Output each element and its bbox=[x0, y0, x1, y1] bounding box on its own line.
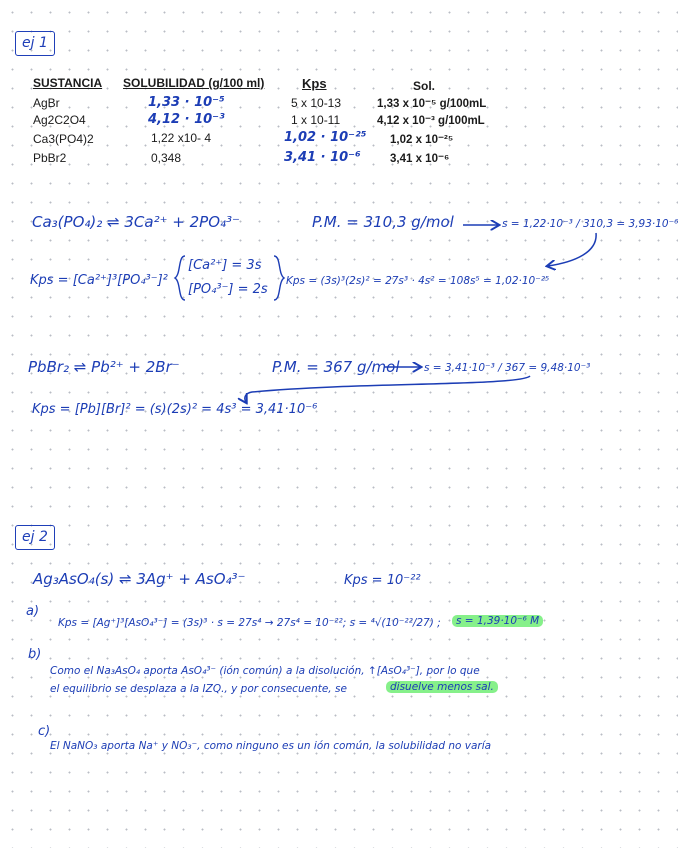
table-cell-sustancia: AgBr bbox=[33, 96, 60, 110]
table-cell-kps: 3,41 · 10⁻⁶ bbox=[284, 150, 361, 165]
exercise-2-label: ej 2 bbox=[15, 525, 55, 550]
ca-curved-arrow bbox=[548, 233, 596, 266]
table-cell-solubilidad: 1,33 · 10⁻⁵ bbox=[148, 95, 225, 110]
ca-conc-ca: [Ca²⁺] = 3s bbox=[188, 258, 262, 273]
ca-conc-po4: [PO₄³⁻] = 2s bbox=[188, 282, 268, 297]
part-a-result: s = 1,39·10⁻⁶ M bbox=[452, 615, 543, 627]
header-sol: Sol. bbox=[413, 79, 436, 93]
ca-dissociation-equation: Ca₃(PO₄)₂ ⇌ 3Ca²⁺ + 2PO₄³⁻ bbox=[32, 213, 240, 231]
ag-dissociation-equation: Ag₃AsO₄(s) ⇌ 3Ag⁺ + AsO₄³⁻ bbox=[33, 570, 246, 588]
part-c-text: El NaNO₃ aporta Na⁺ y NO₃⁻, como ninguno es un ión común, la solubilidad no varía bbox=[50, 740, 492, 752]
part-b-label: b) bbox=[28, 647, 42, 662]
table-cell-sol: 1,33 x 10⁻⁵ g/100mL bbox=[377, 98, 487, 110]
table-cell-kps: 5 x 10-13 bbox=[291, 96, 342, 110]
pb-solubility-calc: s = 3,41·10⁻³ / 367 = 9,48·10⁻³ bbox=[424, 362, 591, 374]
ag-kps-value: Kps = 10⁻²² bbox=[344, 573, 421, 588]
table-cell-solubilidad: 0,348 bbox=[151, 151, 182, 165]
ca-kps-expression: Kps = [Ca²⁺]³[PO₄³⁻]² bbox=[30, 273, 168, 288]
table-cell-sustancia: Ca3(PO4)2 bbox=[33, 132, 94, 146]
part-a-label: a) bbox=[26, 604, 40, 619]
table-cell-solubilidad: 4,12 · 10⁻³ bbox=[148, 112, 225, 127]
pb-curved-arrow bbox=[245, 376, 530, 402]
table-cell-kps: 1,02 · 10⁻²⁵ bbox=[284, 130, 367, 145]
part-b-line2: el equilibrio se desplaza a la IZQ., y por consecuente, se bbox=[50, 683, 347, 695]
table-cell-kps: 1 x 10-11 bbox=[291, 113, 341, 127]
table-cell-solubilidad: 1,22 x10- 4 bbox=[151, 131, 212, 145]
header-solubilidad: SOLUBILIDAD (g/100 ml) bbox=[123, 76, 265, 90]
header-sustancia: SUSTANCIA bbox=[33, 76, 103, 90]
part-c-label: c) bbox=[38, 724, 51, 739]
part-b-highlight: disuelve menos sal. bbox=[386, 681, 498, 693]
brace-left bbox=[175, 256, 185, 300]
pb-molar-mass: P.M. = 367 g/mol bbox=[272, 358, 400, 376]
table-cell-sol: 3,41 x 10⁻⁶ bbox=[390, 153, 450, 165]
ca-solubility-calc: s = 1,22·10⁻³ / 310,3 = 3,93·10⁻⁶ bbox=[502, 218, 678, 230]
ca-kps-result: Kps = (3s)³(2s)² = 27s³ · 4s² = 108s⁵ = 1,02·10⁻²⁵ bbox=[286, 275, 550, 287]
table-cell-sol: 4,12 x 10⁻³ g/100mL bbox=[377, 115, 485, 127]
table-cell-sol: 1,02 x 10⁻²⁵ bbox=[390, 134, 454, 146]
pb-kps-line: Kps = [Pb][Br]² = (s)(2s)² = 4s³ = 3,41·10⁻⁶ bbox=[32, 402, 318, 417]
part-b-line1: Como el Na₃AsO₄ aporta AsO₄³⁻ (ión común) a la disolución, ↑[AsO₄³⁻], por lo que bbox=[50, 665, 480, 677]
table-cell-sustancia: PbBr2 bbox=[33, 151, 67, 165]
exercise-1-label: ej 1 bbox=[15, 31, 55, 56]
brace-right bbox=[274, 256, 284, 300]
table-cell-sustancia: Ag2C2O4 bbox=[33, 113, 86, 127]
header-kps: Kps bbox=[302, 76, 327, 91]
ca-molar-mass: P.M. = 310,3 g/mol bbox=[312, 213, 454, 231]
pb-dissociation-equation: PbBr₂ ⇌ Pb²⁺ + 2Br⁻ bbox=[28, 358, 180, 376]
part-a-text: Kps = [Ag⁺]³[AsO₄³⁻] = (3s)³ · s = 27s⁴ → 27s⁴ = 10⁻²²; s = ⁴√(10⁻²²/27) ; bbox=[58, 617, 441, 629]
